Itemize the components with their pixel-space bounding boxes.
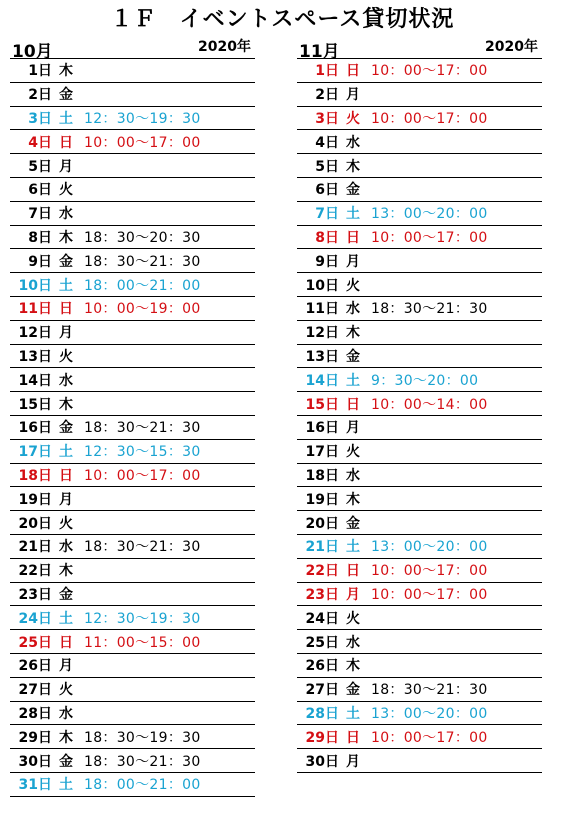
table-row (10, 725, 255, 749)
table-row (297, 154, 542, 178)
table-row (297, 583, 542, 607)
table-row (297, 725, 542, 749)
table-row (297, 178, 542, 202)
day-cell: 29日 (18, 729, 52, 746)
weekday-cell: 水 (346, 134, 360, 151)
day-cell: 18日 (305, 467, 339, 484)
month-label: 10月 (12, 42, 53, 62)
weekday-cell: 金 (59, 753, 73, 770)
weekday-cell: 土 (346, 705, 360, 722)
weekday-cell: 土 (59, 777, 73, 794)
time-cell: 12：30～15：30 (84, 444, 201, 461)
table-row (297, 678, 542, 702)
weekday-cell: 火 (59, 348, 73, 365)
table-row (10, 702, 255, 726)
table-row (10, 559, 255, 583)
day-cell: 15日 (18, 396, 52, 413)
table-row (297, 416, 542, 440)
weekday-cell: 月 (346, 87, 360, 104)
weekday-cell: 火 (59, 515, 73, 532)
day-cell: 3日 (315, 110, 339, 127)
day-cell: 24日 (18, 610, 52, 627)
time-cell: 10：00～17：00 (371, 110, 488, 127)
table-row (10, 678, 255, 702)
weekday-cell: 木 (59, 229, 73, 246)
time-cell: 13：00～20：00 (371, 705, 488, 722)
time-cell: 10：00～17：00 (371, 586, 488, 603)
day-cell: 4日 (315, 134, 339, 151)
weekday-cell: 日 (346, 563, 360, 580)
day-cell: 13日 (18, 348, 52, 365)
time-cell: 10：00～17：00 (84, 467, 201, 484)
day-cell: 14日 (305, 372, 339, 389)
day-cell: 28日 (18, 705, 52, 722)
weekday-cell: 金 (346, 348, 360, 365)
time-cell: 10：00～17：00 (371, 229, 488, 246)
weekday-cell: 日 (346, 396, 360, 413)
day-cell: 7日 (28, 206, 52, 223)
day-cell: 17日 (305, 444, 339, 461)
day-cell: 26日 (18, 658, 52, 675)
day-cell: 11日 (305, 301, 339, 318)
page-title: １Ｆ イベントスペース貸切状況 (110, 7, 455, 32)
weekday-cell: 月 (346, 253, 360, 270)
table-row (10, 273, 255, 297)
day-cell: 16日 (305, 420, 339, 437)
weekday-cell: 日 (346, 729, 360, 746)
time-cell: 10：00～14：00 (371, 396, 488, 413)
day-cell: 29日 (305, 729, 339, 746)
time-cell: 10：00～17：00 (371, 729, 488, 746)
weekday-cell: 火 (346, 277, 360, 294)
day-cell: 3日 (28, 110, 52, 127)
day-cell: 30日 (18, 753, 52, 770)
weekday-cell: 日 (346, 63, 360, 80)
weekday-cell: 土 (59, 110, 73, 127)
weekday-cell: 木 (346, 325, 360, 342)
time-cell: 18：00～21：00 (84, 777, 201, 794)
weekday-cell: 金 (346, 515, 360, 532)
day-cell: 9日 (28, 253, 52, 270)
day-cell: 6日 (315, 182, 339, 199)
table-row (297, 368, 542, 392)
weekday-cell: 水 (59, 705, 73, 722)
day-cell: 20日 (18, 515, 52, 532)
table-row (10, 487, 255, 511)
day-cell: 19日 (18, 491, 52, 508)
time-cell: 10：00～19：00 (84, 301, 201, 318)
table-row (10, 368, 255, 392)
weekday-cell: 木 (346, 491, 360, 508)
day-cell: 1日 (28, 63, 52, 80)
day-cell: 12日 (305, 325, 339, 342)
october-header (10, 36, 255, 62)
time-cell: 18：30～19：30 (84, 729, 201, 746)
table-row (297, 273, 542, 297)
weekday-cell: 木 (59, 563, 73, 580)
table-row (297, 297, 542, 321)
table-row (10, 392, 255, 416)
day-cell: 12日 (18, 325, 52, 342)
table-row (10, 321, 255, 345)
table-row (297, 345, 542, 369)
day-cell: 30日 (305, 753, 339, 770)
october-calendar (10, 36, 255, 797)
day-cell: 16日 (18, 420, 52, 437)
october-rows (10, 59, 255, 797)
table-row (10, 345, 255, 369)
table-row (297, 107, 542, 131)
time-cell: 10：00～17：00 (371, 563, 488, 580)
weekday-cell: 土 (59, 610, 73, 627)
table-row (10, 297, 255, 321)
table-row (297, 130, 542, 154)
weekday-cell: 木 (346, 658, 360, 675)
table-row (10, 107, 255, 131)
day-cell: 10日 (305, 277, 339, 294)
weekday-cell: 日 (59, 634, 73, 651)
table-row (297, 606, 542, 630)
table-row (297, 535, 542, 559)
weekday-cell: 月 (59, 658, 73, 675)
table-row (297, 464, 542, 488)
weekday-cell: 土 (59, 277, 73, 294)
day-cell: 18日 (18, 467, 52, 484)
table-row (10, 83, 255, 107)
time-cell: 18：00～21：00 (84, 277, 201, 294)
day-cell: 25日 (18, 634, 52, 651)
table-row (297, 226, 542, 250)
day-cell: 17日 (18, 444, 52, 461)
table-row (10, 535, 255, 559)
table-row (10, 773, 255, 797)
table-row (297, 487, 542, 511)
weekday-cell: 金 (59, 87, 73, 104)
day-cell: 1日 (315, 63, 339, 80)
day-cell: 5日 (315, 158, 339, 175)
table-row (297, 654, 542, 678)
table-row (10, 202, 255, 226)
day-cell: 9日 (315, 253, 339, 270)
day-cell: 21日 (305, 539, 339, 556)
table-row (297, 392, 542, 416)
november-rows (297, 59, 542, 773)
day-cell: 5日 (28, 158, 52, 175)
time-cell: 10：00～17：00 (84, 134, 201, 151)
year-label: 2020年 (198, 39, 251, 55)
weekday-cell: 水 (346, 301, 360, 318)
weekday-cell: 月 (346, 586, 360, 603)
weekday-cell: 火 (346, 610, 360, 627)
time-cell: 18：30～21：30 (371, 682, 488, 699)
weekday-cell: 火 (346, 444, 360, 461)
weekday-cell: 火 (59, 182, 73, 199)
weekday-cell: 土 (59, 444, 73, 461)
weekday-cell: 日 (59, 301, 73, 318)
weekday-cell: 金 (346, 182, 360, 199)
table-row (10, 416, 255, 440)
weekday-cell: 金 (59, 586, 73, 603)
time-cell: 12：30～19：30 (84, 110, 201, 127)
day-cell: 23日 (18, 586, 52, 603)
weekday-cell: 水 (59, 372, 73, 389)
day-cell: 27日 (18, 682, 52, 699)
day-cell: 2日 (28, 87, 52, 104)
time-cell: 18：30～21：30 (84, 539, 201, 556)
time-cell: 18：30～21：30 (371, 301, 488, 318)
weekday-cell: 火 (59, 682, 73, 699)
weekday-cell: 木 (59, 396, 73, 413)
day-cell: 21日 (18, 539, 52, 556)
time-cell: 13：00～20：00 (371, 206, 488, 223)
weekday-cell: 月 (59, 325, 73, 342)
table-row (10, 464, 255, 488)
day-cell: 8日 (315, 229, 339, 246)
weekday-cell: 土 (346, 372, 360, 389)
table-row (297, 202, 542, 226)
weekday-cell: 日 (59, 467, 73, 484)
table-row (10, 511, 255, 535)
time-cell: 11：00～15：00 (84, 634, 201, 651)
time-cell: 9：30～20：00 (371, 372, 479, 389)
table-row (10, 630, 255, 654)
time-cell: 18：30～21：30 (84, 753, 201, 770)
day-cell: 14日 (18, 372, 52, 389)
table-row (10, 249, 255, 273)
day-cell: 8日 (28, 229, 52, 246)
weekday-cell: 日 (59, 134, 73, 151)
table-row (297, 559, 542, 583)
table-row (297, 321, 542, 345)
day-cell: 15日 (305, 396, 339, 413)
weekday-cell: 金 (59, 420, 73, 437)
weekday-cell: 金 (346, 682, 360, 699)
day-cell: 26日 (305, 658, 339, 675)
day-cell: 19日 (305, 491, 339, 508)
day-cell: 20日 (305, 515, 339, 532)
weekday-cell: 水 (59, 539, 73, 556)
day-cell: 31日 (18, 777, 52, 794)
weekday-cell: 水 (346, 634, 360, 651)
time-cell: 18：30～21：30 (84, 253, 201, 270)
november-header (297, 36, 542, 62)
weekday-cell: 月 (59, 491, 73, 508)
table-row (297, 83, 542, 107)
day-cell: 7日 (315, 206, 339, 223)
weekday-cell: 木 (59, 63, 73, 80)
table-row (297, 511, 542, 535)
table-row (10, 654, 255, 678)
table-row (297, 749, 542, 773)
weekday-cell: 木 (59, 729, 73, 746)
weekday-cell: 火 (346, 110, 360, 127)
weekday-cell: 土 (346, 539, 360, 556)
weekday-cell: 土 (346, 206, 360, 223)
weekday-cell: 木 (346, 158, 360, 175)
table-row (297, 440, 542, 464)
weekday-cell: 水 (59, 206, 73, 223)
time-cell: 10：00～17：00 (371, 63, 488, 80)
weekday-cell: 日 (346, 229, 360, 246)
november-calendar (297, 36, 542, 773)
day-cell: 13日 (305, 348, 339, 365)
table-row (10, 606, 255, 630)
weekday-cell: 月 (346, 420, 360, 437)
day-cell: 24日 (305, 610, 339, 627)
day-cell: 28日 (305, 705, 339, 722)
day-cell: 27日 (305, 682, 339, 699)
month-label: 11月 (299, 42, 340, 62)
time-cell: 13：00～20：00 (371, 539, 488, 556)
table-row (10, 59, 255, 83)
table-row (297, 630, 542, 654)
time-cell: 12：30～19：30 (84, 610, 201, 627)
time-cell: 18：30～21：30 (84, 420, 201, 437)
day-cell: 22日 (18, 563, 52, 580)
table-row (10, 440, 255, 464)
day-cell: 23日 (305, 586, 339, 603)
day-cell: 2日 (315, 87, 339, 104)
table-row (10, 178, 255, 202)
year-label: 2020年 (485, 39, 538, 55)
table-row (10, 154, 255, 178)
table-row (10, 749, 255, 773)
day-cell: 11日 (18, 301, 52, 318)
weekday-cell: 水 (346, 467, 360, 484)
table-row (297, 59, 542, 83)
weekday-cell: 月 (346, 753, 360, 770)
weekday-cell: 月 (59, 158, 73, 175)
table-row (297, 249, 542, 273)
weekday-cell: 金 (59, 253, 73, 270)
table-row (10, 130, 255, 154)
table-row (10, 226, 255, 250)
day-cell: 25日 (305, 634, 339, 651)
table-row (10, 583, 255, 607)
time-cell: 18：30～20：30 (84, 229, 201, 246)
day-cell: 10日 (18, 277, 52, 294)
day-cell: 22日 (305, 563, 339, 580)
day-cell: 4日 (28, 134, 52, 151)
table-row (297, 702, 542, 726)
day-cell: 6日 (28, 182, 52, 199)
